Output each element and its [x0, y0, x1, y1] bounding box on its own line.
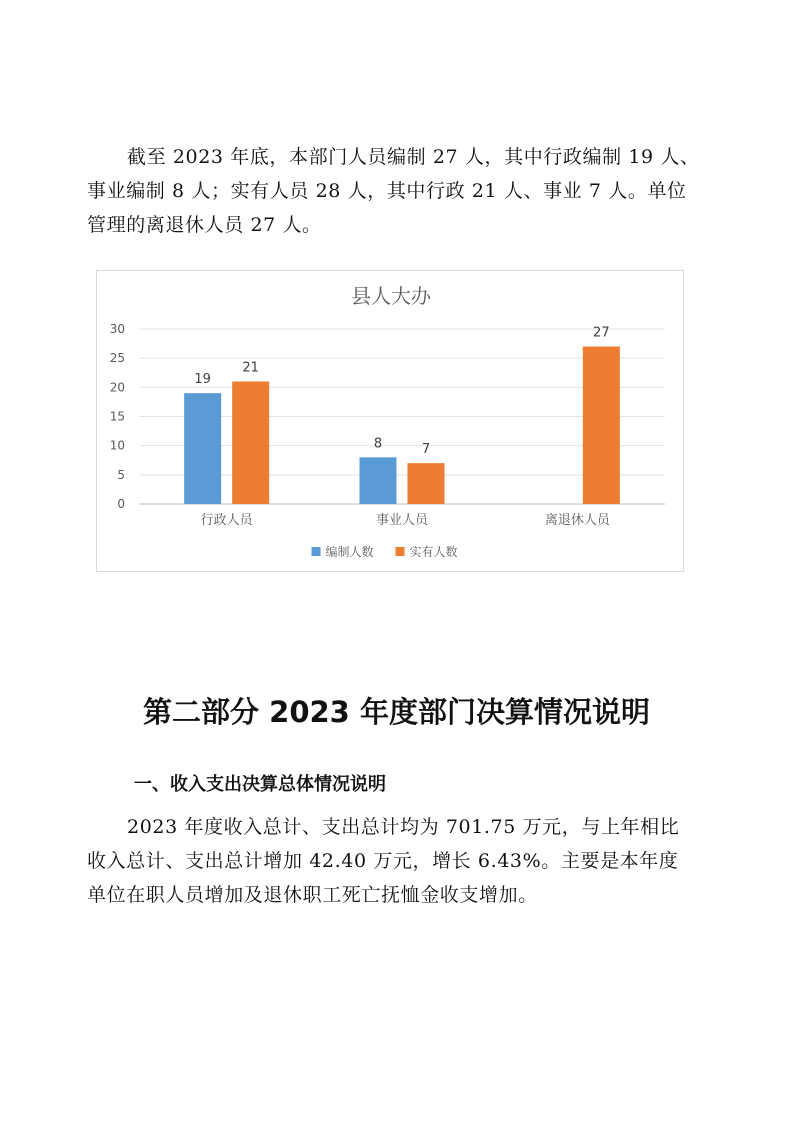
- x-category-label: 行政人员: [200, 513, 253, 528]
- y-tick-label: 30: [109, 322, 125, 336]
- y-tick-label: 5: [117, 467, 125, 482]
- bar-authorized: [184, 393, 221, 504]
- bar-data-label: 7: [421, 442, 431, 458]
- bar-actual: [583, 347, 620, 505]
- summary-line-3: 单位在职人员增加及退休职工死亡抚恤金收支增加。: [87, 884, 538, 906]
- section-subheading: 一、收入支出决算总体情况说明: [134, 774, 386, 795]
- legend-swatch: [396, 547, 405, 556]
- x-category-label: 事业人员: [375, 513, 429, 528]
- chart-svg: [97, 271, 685, 573]
- staff-bar-chart: [96, 270, 684, 572]
- x-category-label: 离退休人员: [544, 513, 610, 528]
- bar-actual: [232, 382, 269, 505]
- y-tick-label: 10: [109, 438, 125, 453]
- bar-data-label: 8: [373, 436, 383, 452]
- summary-line-2: 收入总计、支出总计增加 42.40 万元，增长 6.43%。主要是本年度: [87, 850, 679, 872]
- y-tick-label: 0: [117, 497, 125, 511]
- y-tick-label: 20: [109, 380, 125, 395]
- intro-line-2: 事业编制 8 人；实有人员 28 人，其中行政 21 人、事业 7 人。单位: [87, 180, 687, 202]
- intro-line-3: 管理的离退休人员 27 人。: [87, 214, 322, 236]
- intro-line-1: 截至 2023 年底，本部门人员编制 27 人，其中行政编制 19 人、: [127, 146, 700, 168]
- chart-title: 县人大办: [351, 284, 431, 308]
- bar-data-label: 21: [242, 360, 259, 376]
- summary-line-1: 2023 年度收入总计、支出总计均为 701.75 万元，与上年相比: [127, 816, 680, 838]
- summary-paragraph: [87, 810, 707, 912]
- bar-data-label: 27: [593, 325, 610, 341]
- bar-actual: [408, 463, 445, 504]
- intro-paragraph: [87, 140, 707, 242]
- legend-label: 编制人数: [325, 545, 374, 559]
- y-tick-label: 15: [109, 409, 125, 424]
- legend-label: 实有人数: [409, 545, 458, 559]
- bar-authorized: [360, 457, 397, 504]
- bar-data-label: 19: [194, 372, 211, 388]
- section-heading: 第二部分 2023 年度部门决算情况说明: [143, 695, 650, 729]
- legend-swatch: [312, 547, 321, 556]
- y-tick-label: 25: [109, 351, 125, 366]
